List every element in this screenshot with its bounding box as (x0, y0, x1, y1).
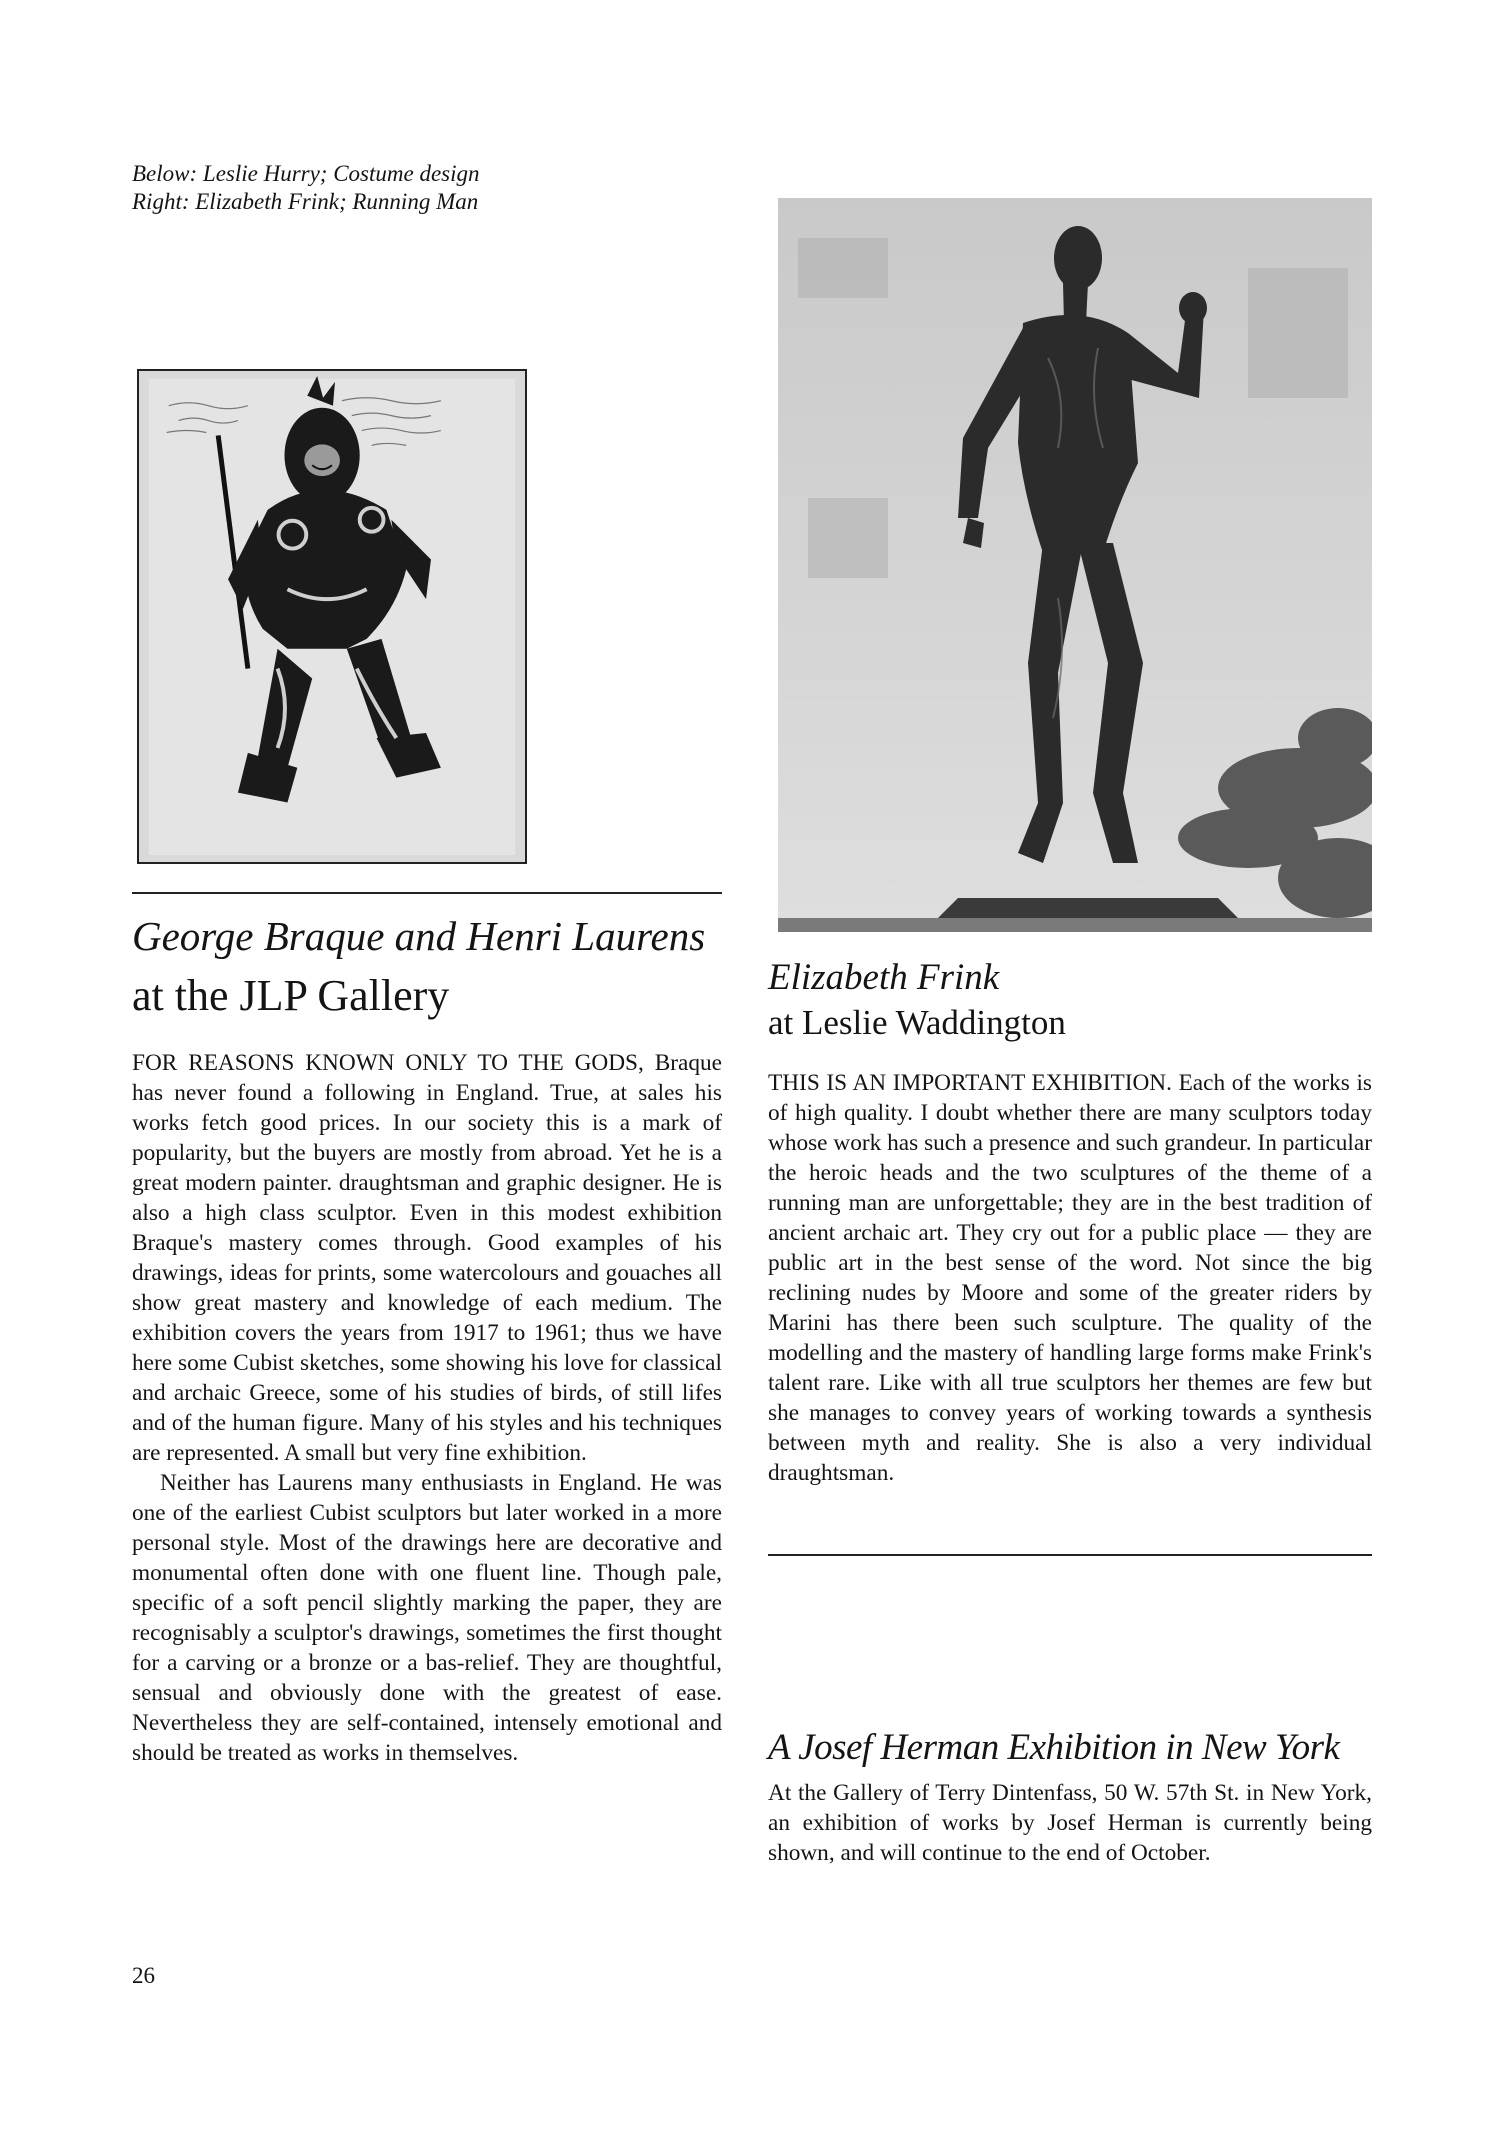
page-number: 26 (132, 1963, 155, 1988)
running-man-sculpture (778, 198, 1372, 932)
image-captions (132, 160, 652, 216)
right-article-body (768, 1068, 1372, 1488)
left-article-paragraph: FOR REASONS KNOWN ONLY TO THE GODS, Braque has never found a following in England. True, at sales his works fetch good prices. In our society this is a mark of popularity, but the buyers are mostly from abroad. Yet he is a great modern painter. draughtsman and graphic designer. He is also a high class sculptor. Even in this modest exhibition Braque's mastery comes through. Good examples of his drawings, ideas for prints, some watercolours and gouaches all show great mastery and knowledge of each medium. The exhibition covers the years from 1917 to 1961; thus we have here some Cubist sketches, some showing his love for classical and archaic Greece, some of his studies of birds, of still lifes and of the human figure. Many of his styles and his techniques are represented. A small but very fine exhibition. (132, 1050, 722, 1466)
notice-title: A Josef Herman Exhibition in New York (768, 1727, 1340, 1768)
left-heading-rule (132, 892, 722, 894)
running-man-photo (778, 198, 1372, 932)
costume-design-image (137, 369, 527, 864)
right-article-title-line1: Elizabeth Frink (768, 957, 1000, 998)
right-article-paragraph: THIS IS AN IMPORTANT EXHIBITION. Each of the works is of high quality. I doubt whether there are many sculptors today whose work has such a presence and such grandeur. In particular the heroic heads and the two sculptures of the theme of a running man are unforgettable; they are in the best tradition of ancient archaic art. They cry out for a public place — they are public art in the best sense of the word. Not since the big reclining nudes by Moore and some of the greater riders by Marini has there been such sculpture. The quality of the modelling and the mastery of handling large forms make Frink's talent rare. Like with all true sculptors her themes are few but she manages to convey years of working towards a synthesis between myth and reality. She is also a very individual draughtsman. (768, 1070, 1372, 1486)
left-article-body (132, 1048, 722, 1768)
right-article-title-line2: at Leslie Waddington (768, 1003, 1066, 1042)
left-article-title-line1: George Braque and Henri Laurens (132, 913, 706, 959)
caption-right: Right: Elizabeth Frink; Running Man (132, 189, 479, 214)
left-article-paragraph: Neither has Laurens many enthusiasts in England. He was one of the earliest Cubist sculptors but later worked in a more personal style. Most of the drawings here are decorative and monumental often done with one fluent line. Though pale, specific of a soft pencil slightly marking the paper, they are recognisably a sculptor's drawings, sometimes the first thought for a carving or a bronze or a bas-relief. They are thoughtful, sensual and obviously done with the greatest of ease. Nevertheless they are self-contained, intensely emotional and should be treated as works in themselves. (132, 1470, 722, 1766)
left-article-title-line2: at the JLP Gallery (132, 971, 450, 1020)
right-end-rule (768, 1554, 1372, 1556)
caption-below: Below: Leslie Hurry; Costume design (132, 161, 480, 186)
costume-design-drawing (139, 371, 525, 862)
notice-body (768, 1778, 1372, 1868)
notice-paragraph: At the Gallery of Terry Dintenfass, 50 W. 57th St. in New York, an exhibition of works by Josef Herman is currently being shown, and will continue to the end of October. (768, 1780, 1372, 1866)
